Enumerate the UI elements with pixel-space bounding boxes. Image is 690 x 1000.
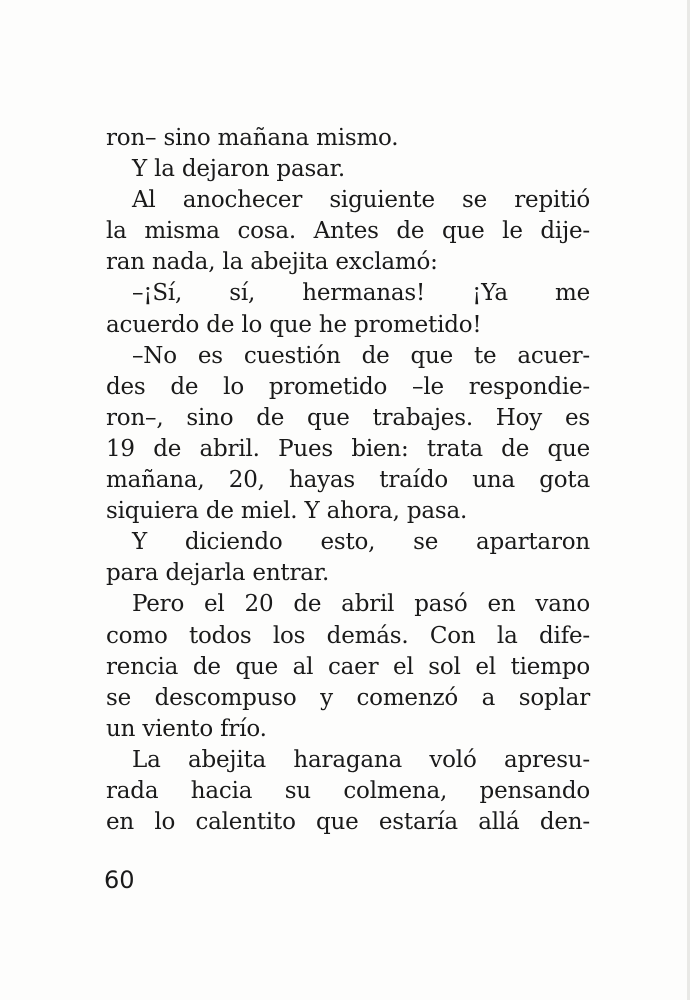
text-line: la misma cosa. Antes de que le dije- xyxy=(106,218,590,245)
text-line: Pero el 20 de abril pasó en vano xyxy=(132,591,590,618)
text-line: ron–, sino de que trabajes. Hoy es xyxy=(106,404,590,431)
text-line: mañana, 20, hayas traído una gota xyxy=(106,467,590,494)
text-line: siquiera de miel. Y ahora, pasa. xyxy=(106,498,468,525)
text-line: –¡Sí, sí, hermanas! ¡Ya me xyxy=(132,280,590,307)
text-line: Y diciendo esto, se apartaron xyxy=(132,529,590,556)
text-line: como todos los demás. Con la dife- xyxy=(106,622,590,649)
page-number: 60 xyxy=(104,866,135,894)
text-line: 19 de abril. Pues bien: trata de que xyxy=(106,435,590,462)
text-line: ran nada, la abejita exclamó: xyxy=(106,249,438,276)
text-line: en lo calentito que estaría allá den- xyxy=(106,809,590,836)
text-line: La abejita haragana voló apresu- xyxy=(132,746,590,773)
body-text xyxy=(106,123,590,838)
text-line: des de lo prometido –le respondie- xyxy=(106,373,590,400)
text-line: –No es cuestión de que te acuer- xyxy=(132,342,590,369)
text-line: Y la dejaron pasar. xyxy=(132,156,345,183)
text-line: rada hacia su colmena, pensando xyxy=(106,777,590,804)
text-line: para dejarla entrar. xyxy=(106,560,330,587)
text-line: rencia de que al caer el sol el tiempo xyxy=(106,653,590,680)
text-line: acuerdo de lo que he prometido! xyxy=(106,311,482,338)
text-line: Al anochecer siguiente se repitió xyxy=(132,187,590,214)
text-line: un viento frío. xyxy=(106,715,267,742)
text-line: se descompuso y comenzó a soplar xyxy=(106,684,590,711)
text-line: ron– sino mañana mismo. xyxy=(106,125,399,151)
